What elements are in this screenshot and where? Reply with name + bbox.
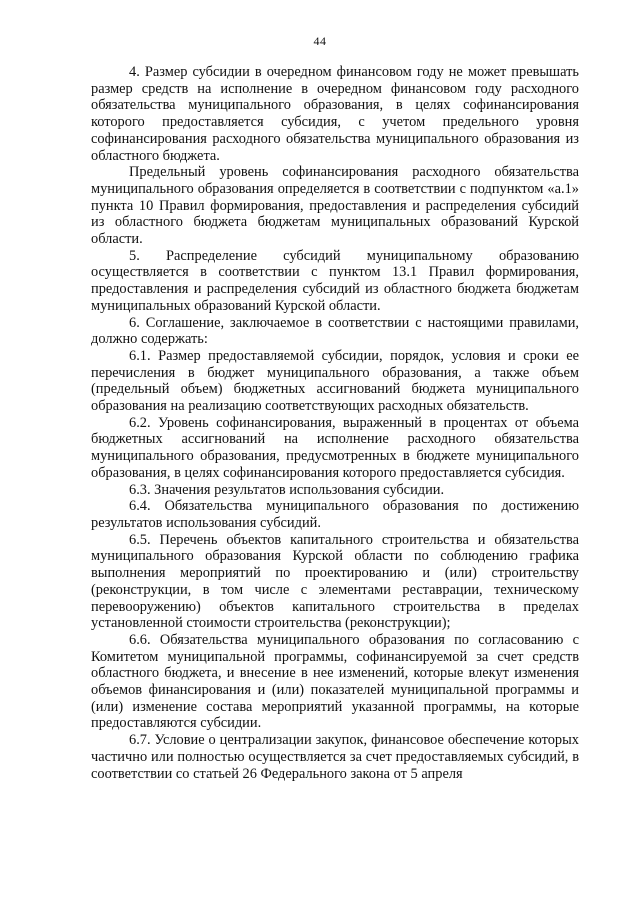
paragraph-cofinancing-level: Предельный уровень софинансирования расходного обязательства муниципального образования определяется в соответствии с подпунктом «а.1» пункта 10 Правил формирования, предоставления и распределения субсидий из областного бюджета бюджетам муниципальных образований Курской области. (91, 164, 579, 248)
paragraph-item-5: 5. Распределение субсидий муниципальному образованию осуществляется в соответствии с пунктом 13.1 Правил формирования, предоставления и распределения субсидий из областного бюджета бюджетам муниципальных образований Курской области. (91, 247, 579, 314)
paragraph-item-6-7: 6.7. Условие о централизации закупок, финансовое обеспечение которых частично или полностью осуществляется за счет предоставляемых субсидий, в соответствии со статьей 26 Федерального закона от 5 апреля (91, 732, 579, 782)
paragraph-item-6-1: 6.1. Размер предоставляемой субсидии, порядок, условия и сроки ее перечисления в бюджет муниципального образования, а также объем (предельный объем) бюджетных ассигнований бюджета муниципального образования на реализацию соответствующих расходных обязательств. (91, 347, 579, 415)
paragraph-item-6-3: 6.3. Значения результатов использования субсидии. (129, 481, 445, 498)
page-number: 44 (313, 34, 327, 48)
document-body (91, 64, 579, 782)
paragraph-item-6-5: 6.5. Перечень объектов капитального строительства и обязательства муниципального образования Курской области по соблюдению графика выполнения мероприятий по проектированию и (или) строительству (реконструкции, в том числе с элементами реставрации, техническому перевооружению) объектов капитального строительства в пределах установленной стоимости строительства (реконструкции); (91, 531, 579, 632)
paragraph-item-6: 6. Соглашение, заключаемое в соответствии с настоящими правилами, должно содержать: (91, 314, 579, 348)
paragraph-item-6-4: 6.4. Обязательства муниципального образования по достижению результатов использования субсидий. (91, 498, 579, 531)
paragraph-item-6-6: 6.6. Обязательства муниципального образования по согласованию с Комитетом муниципальной программы, софинансируемой за счет средств областного бюджета, и внесение в нее изменений, которые влекут изменения объемов финансирования и (или) показателей муниципальной программы и (или) изменение состава мероприятий указанной программы, на которые предоставляются субсидии. (91, 631, 579, 732)
paragraph-item-4: 4. Размер субсидии в очередном финансовом году не может превышать размер средств на исполнение в очередном финансовом году расходного обязательства муниципального образования, в целях софинансирования которого предоставляется субсидия, с учетом предельного уровня софинансирования расходного обязательства муниципального образования из областного бюджета. (91, 64, 579, 164)
paragraph-item-6-2: 6.2. Уровень софинансирования, выраженный в процентах от объема бюджетных ассигнований на исполнение расходного обязательства муниципального образования, предусмотренных в бюджете муниципального образования, в целях софинансирования которого предоставляется субсидия. (91, 414, 579, 481)
